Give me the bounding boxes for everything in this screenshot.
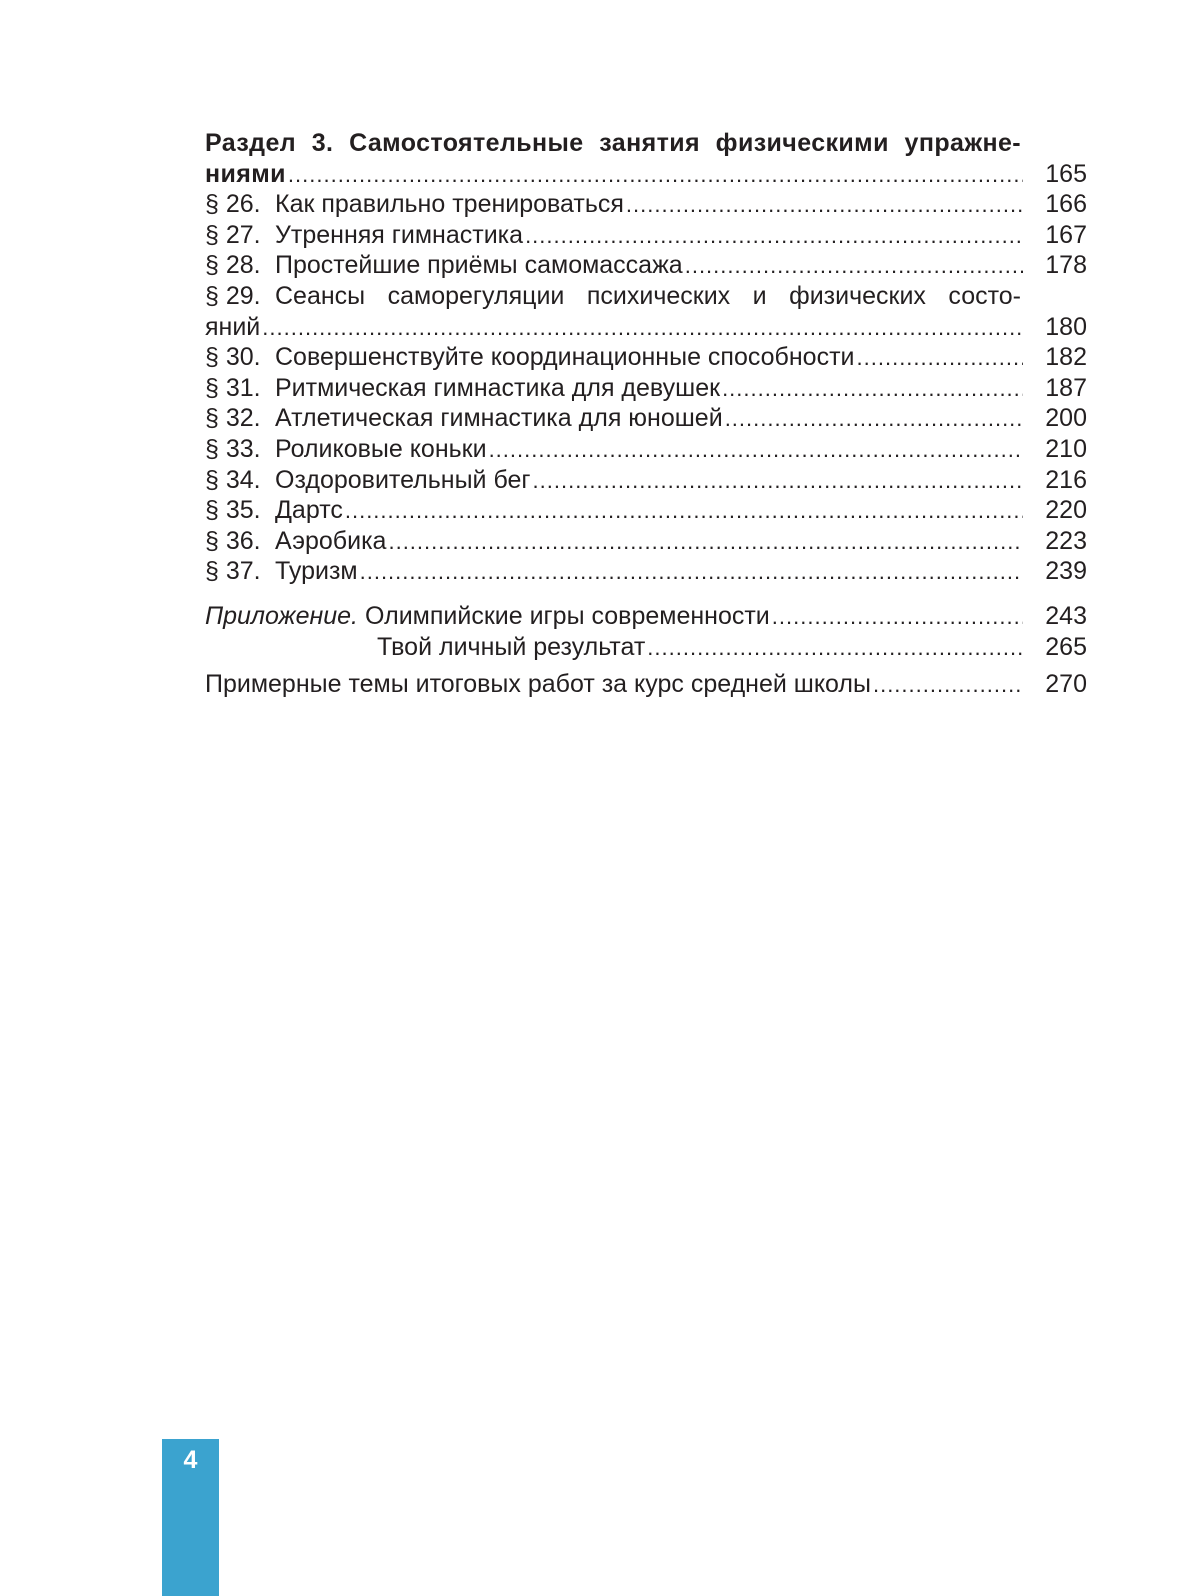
toc-entry-32[interactable] xyxy=(205,403,1087,434)
entry-page: 167 xyxy=(1045,220,1087,249)
dot-leader xyxy=(489,435,1023,466)
toc-entry-29[interactable] xyxy=(205,281,1087,342)
entry-number: § 29. xyxy=(205,281,261,310)
dot-leader xyxy=(288,160,1023,191)
appendix-title: Твой личный результат xyxy=(377,632,646,661)
entry-number: § 30. xyxy=(205,343,261,372)
entry-title: Роликовые коньки xyxy=(275,434,487,463)
entry-title: Атлетическая гимнастика для юношей xyxy=(275,404,723,433)
toc-entry-33[interactable] xyxy=(205,434,1087,465)
dot-leader xyxy=(685,251,1023,282)
page-number: 4 xyxy=(183,1446,198,1474)
entry-page: 182 xyxy=(1045,343,1087,372)
dot-leader xyxy=(262,313,1023,344)
entry-title: Туризм xyxy=(275,557,358,586)
entry-page: 216 xyxy=(1045,465,1087,494)
spacer xyxy=(205,662,1087,669)
entry-page: 187 xyxy=(1045,373,1087,402)
toc-final-topics[interactable] xyxy=(205,669,1087,700)
entry-title: Как правильно тренироваться xyxy=(275,190,624,219)
entry-page: 178 xyxy=(1045,251,1087,280)
final-page: 270 xyxy=(1045,670,1087,699)
entry-title: Аэробика xyxy=(275,526,387,555)
spacer xyxy=(205,587,1087,601)
toc-entry-26[interactable] xyxy=(205,189,1087,220)
dot-leader xyxy=(360,557,1023,588)
dot-leader xyxy=(345,496,1023,527)
entry-number: § 31. xyxy=(205,373,261,402)
dot-leader xyxy=(722,374,1023,405)
toc-entry-35[interactable] xyxy=(205,495,1087,526)
entry-number: § 28. xyxy=(205,251,261,280)
entry-number: § 27. xyxy=(205,220,261,249)
dot-leader xyxy=(647,633,1023,664)
entry-page: 239 xyxy=(1045,557,1087,586)
entry-page: 210 xyxy=(1045,434,1087,463)
section-title-line1: Раздел 3. Самостоятельные занятия физическими упражне- xyxy=(205,129,1021,157)
entry-number: § 37. xyxy=(205,557,261,586)
entry-title: Ритмическая гимнастика для девушек xyxy=(275,373,721,402)
page-number-tab xyxy=(162,1439,219,1596)
dot-leader xyxy=(725,404,1023,435)
table-of-contents xyxy=(205,128,1087,700)
toc-entry-34[interactable] xyxy=(205,465,1087,496)
appendix-title: Олимпийские игры современности xyxy=(364,601,770,630)
entry-number: § 34. xyxy=(205,465,261,494)
entry-number: § 33. xyxy=(205,434,261,463)
entry-number: § 32. xyxy=(205,404,261,433)
dot-leader xyxy=(857,343,1023,374)
toc-entry-37[interactable] xyxy=(205,556,1087,587)
section-title-line2: ниями xyxy=(205,159,286,188)
dot-leader xyxy=(533,466,1023,497)
appendix-page: 265 xyxy=(1045,632,1087,661)
entry-title: Совершенствуйте координационные способности xyxy=(275,343,855,372)
toc-appendix-result[interactable] xyxy=(205,632,1087,663)
toc-entry-30[interactable] xyxy=(205,342,1087,373)
entry-title: Сеансы саморегуляции психических и физических состо- xyxy=(275,281,1021,310)
dot-leader xyxy=(626,190,1023,221)
entry-page: 220 xyxy=(1045,496,1087,525)
entry-page: 223 xyxy=(1045,526,1087,555)
toc-entry-31[interactable] xyxy=(205,373,1087,404)
dot-leader xyxy=(873,670,1023,701)
dot-leader xyxy=(772,602,1023,633)
entry-page: 166 xyxy=(1045,190,1087,219)
entry-title-continued: яний xyxy=(205,312,261,341)
entry-page: 200 xyxy=(1045,404,1087,433)
entry-page: 180 xyxy=(1045,312,1087,341)
entry-number: § 36. xyxy=(205,526,261,555)
section-heading[interactable] xyxy=(205,128,1087,189)
entry-title: Дартс xyxy=(275,496,343,525)
entry-title: Оздоровительный бег xyxy=(275,465,531,494)
entry-number: § 35. xyxy=(205,496,261,525)
toc-entry-27[interactable] xyxy=(205,220,1087,251)
toc-entry-36[interactable] xyxy=(205,526,1087,557)
section-page: 165 xyxy=(1045,159,1087,188)
toc-entry-28[interactable] xyxy=(205,250,1087,281)
final-title: Примерные темы итоговых работ за курс средней школы xyxy=(205,670,871,699)
appendix-page: 243 xyxy=(1045,601,1087,630)
dot-leader xyxy=(525,221,1023,252)
entry-title: Простейшие приёмы самомассажа xyxy=(275,251,683,280)
appendix-label: Приложение. xyxy=(205,601,358,630)
dot-leader xyxy=(388,527,1023,558)
toc-appendix-olympic[interactable] xyxy=(205,601,1087,632)
entry-title: Утренняя гимнастика xyxy=(275,220,524,249)
entry-number: § 26. xyxy=(205,190,261,219)
